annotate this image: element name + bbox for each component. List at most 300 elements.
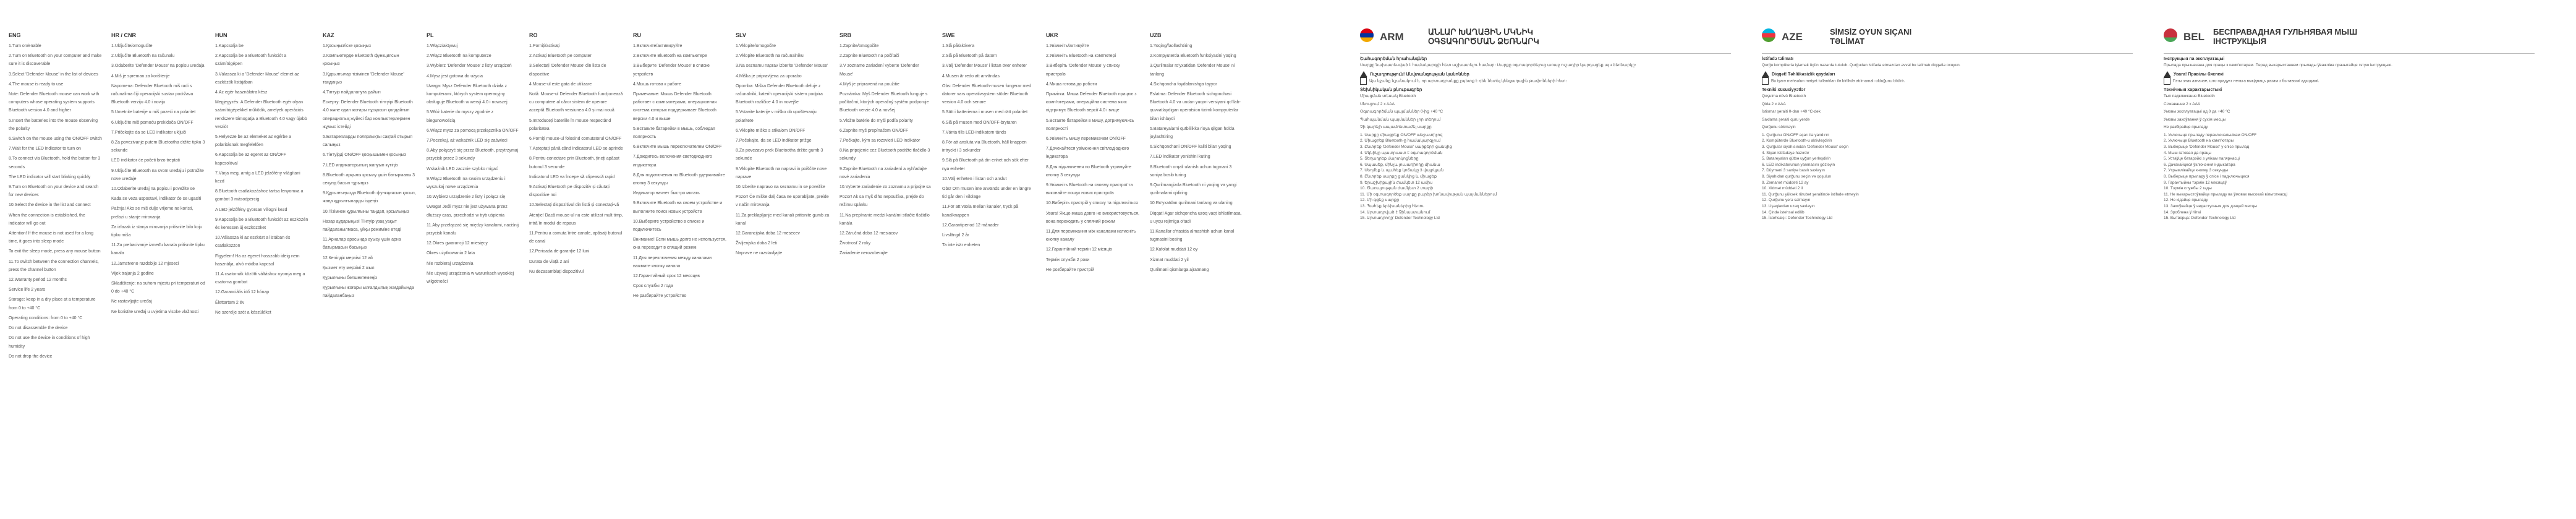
instruction-text: 4.Miška je pripravljena za uporabo xyxy=(736,74,802,79)
instruction-text: 6.Vklopite miško s stikalom ON/OFF xyxy=(736,128,806,133)
instruction-text: Obs: Defender Bluetooth-musen fungerar med datorer vars operativsystem stöder Bluetooth version 4.0 och senare xyxy=(942,84,1031,105)
instruction-text: 9.Включите Bluetooth на своем устройстве и выполните поиск новых устройств xyxy=(633,201,723,214)
list-item: 3. Qurğular siyahısından 'Defender Mouse' seçin xyxy=(1762,145,1849,150)
crossed-bin-icon xyxy=(2164,77,2170,85)
section-paragraph: İstismar şəraiti 0-dan +40 °C-dək xyxy=(1762,109,1821,114)
instruction-text: Ta inte isär enheten xyxy=(942,243,980,248)
section-paragraph: Չի կարելի ապամոնտաժել սարքը xyxy=(1360,125,1432,130)
flag-icon xyxy=(1360,28,1374,42)
instruction-text: Attention! If the mouse is not used for a long time, it goes into sleep mode xyxy=(9,231,93,244)
instruction-text: 3.Select 'Defender Mouse' in the list of devices xyxy=(9,72,98,77)
instruction-text: 5.Introduceți bateriile în mouse respectând polaritatea xyxy=(529,118,611,131)
instruction-text: 1.Yoqing/faollashtiring xyxy=(1150,44,1192,48)
instruction-text: 7.Várja meg, amíg a LED jelzőfény világítani kezd xyxy=(215,171,300,184)
instruction-text: 8.Za povezivanje putem Bluetootha držite tipku 3 sekunde xyxy=(111,140,205,153)
section-heading-row xyxy=(1360,87,1731,93)
instruction-text: 10.Izberite napravo na seznamu in se povežite xyxy=(736,185,825,190)
instruction-text: Pažnja! Ako se miš dulje vrijeme ne koristi, prelazi u stanje mirovanja xyxy=(111,207,193,220)
instruction-text: 9.Құрылғыңызда Bluetooth функциясын қосып, жаңа құрылғыларды іздеңіз xyxy=(323,191,416,204)
manual-section-bel xyxy=(2164,25,2535,501)
instruction-text: 4.Мышь готова к работе xyxy=(633,82,682,87)
instruction-text: 6.Kapcsolja be az egeret az ON/OFF kapcsolóval xyxy=(215,153,286,166)
list-item: 9. Երաշխիքային ժամկետ 12 ամիս xyxy=(1360,180,1433,185)
instruction-text: 6.Sichqonchani ON/OFF kaliti bilan yoqing xyxy=(1150,145,1231,150)
instruction-text: 8.Pentru conectare prin Bluetooth, țineți apăsat butonul 3 secunde xyxy=(529,157,619,169)
list-item: 5. Տեղադրեք մարտկոցները xyxy=(1360,157,1419,161)
instruction-list xyxy=(2164,132,2535,221)
instruction-text: Примечание: Мышь Defender Bluetooth работает с компьютерами, операционная система которых поддерживает Bluetooth версии 4.0 и выше xyxy=(633,92,717,121)
instruction-text: 2.Компьютерде Bluetooth функциясын қосыңыз xyxy=(323,54,399,67)
language-column-hun xyxy=(215,32,309,502)
instruction-text: 12.Гарантійний термін 12 місяців xyxy=(1046,247,1112,252)
instruction-text: 7.Дочекайтеся увімкнення світлодіодного індикатора xyxy=(1046,147,1129,160)
instruction-text: 9.Slå på Bluetooth på din enhet och sök efter nya enheter xyxy=(942,158,1029,171)
section-title xyxy=(1830,27,1911,46)
instruction-text: 3.Na seznamu naprav izberite 'Defender Mouse' xyxy=(736,64,828,69)
instruction-text: 4.Миша готова до роботи xyxy=(1046,82,1097,87)
instruction-text: 3.Selectați 'Defender Mouse' din lista de dispozitive xyxy=(529,64,606,77)
section-heading: Ուշադրություն! Անվտանգության կանոններ xyxy=(1370,72,1469,77)
section-paragraph: Saxlama şəraiti quru yerdə xyxy=(1762,117,1810,122)
instruction-text: 12.Jamstveno razdoblje 12 mjeseci xyxy=(111,261,179,266)
instruction-text: 12.Garancijska doba 12 mesecev xyxy=(736,231,800,236)
instruction-text: 1.Slå på/aktivera xyxy=(942,44,975,48)
section-paragraph-row xyxy=(1762,77,2133,85)
instruction-text: Durata de viață 2 ani xyxy=(529,259,569,264)
language-column-ru xyxy=(633,32,727,502)
instruction-text: 8.Bluetooth csatlakozáshoz tartsa lenyomva a gombot 3 másodpercig xyxy=(215,189,304,202)
section-heading-row xyxy=(1360,56,1731,62)
section-paragraph-row xyxy=(2164,93,2535,100)
list-item: 9. Гарантыйны тэрмін 12 месяцаў xyxy=(2164,180,2227,185)
instruction-text: 12.Garantiperiod 12 månader xyxy=(942,223,999,228)
language-code: HUN xyxy=(215,32,227,38)
instruction-text: 12.Záručná doba 12 mesiacov xyxy=(840,231,898,236)
instruction-text: Diqqat! Agar sichqoncha uzoq vaqt ishlatilmasa, u uyqu rejimiga o'tadi xyxy=(1150,211,1242,224)
instruction-text: 5.Batareyalarni qutblilikka rioya qilgan holda joylashtiring xyxy=(1150,126,1235,140)
instruction-text: Napomena: Defender Bluetooth miš radi s računalima čiji operacijski sustav podržava Bluetooth verziju 4.0 i noviju xyxy=(111,84,193,105)
section-title-line: TƏLİMAT xyxy=(1830,36,1865,46)
list-item: 6. Սպասեք, մինչև լուսադիոդը միանա xyxy=(1360,162,1440,167)
instruction-text: Pozor! Ak sa myš dlho nepoužíva, prejde do režimu spánku xyxy=(840,195,924,208)
instruction-text: 7.Poczekaj, aż wskaźnik LED się zaświeci xyxy=(427,139,508,144)
section-title-line: ԱՆԼԱՐ ԽԱՂԱՅԻՆ ՄԿՆԻԿ xyxy=(1428,27,1533,36)
language-code: UKR xyxy=(1046,32,1058,38)
instruction-text: 5.Батареяларды полярлықты сақтай отырып салыңыз xyxy=(323,135,412,148)
list-item: 6. Дачакайцеся ўключэння індыкатара xyxy=(2164,162,2235,167)
instruction-text: 2.Увімкніть Bluetooth на комп'ютері xyxy=(1046,54,1116,59)
instruction-text: 3.Válassza ki a 'Defender Mouse' elemet az eszközök listájában xyxy=(215,72,299,85)
instruction-text: 4.Тінтуір пайдалануға дайын xyxy=(323,90,381,95)
instruction-text: Atenție! Dacă mouse-ul nu este utilizat mult timp, intră în modul de repaus xyxy=(529,213,623,226)
list-item: 7. Սեղմեք և պահեք կոճակը 3 վայրկյան xyxy=(1360,168,1444,173)
section-header xyxy=(1360,25,1731,54)
instruction-text: Životnosť 2 roky xyxy=(840,241,871,246)
instruction-text: 12.Warranty period 12 months xyxy=(9,278,67,283)
instruction-text: 5.Sätt i batterierna i musen med rätt polaritet xyxy=(942,110,1028,115)
section-paragraph-row xyxy=(2164,109,2535,115)
instruction-text: 8.Za povezavo prek Bluetootha držite gumb 3 sekunde xyxy=(736,148,823,161)
list-item: 8. Siyahıdan qurğunu seçin və qoşulun xyxy=(1762,174,1832,179)
section-paragraph-row xyxy=(1762,117,2133,123)
instruction-text: Uwaga: Mysz Defender Bluetooth działa z komputerami, których system operacyjny obsługuje Bluetooth w wersji 4.0 i nowszej xyxy=(427,84,508,105)
instruction-text: Do not drop the device xyxy=(9,354,53,359)
instruction-text: 11.Для переключения между каналами нажмите кнопку канала xyxy=(633,255,712,268)
instruction-text: 4.Az egér használatra kész xyxy=(215,90,268,95)
list-item: 2. Միացրեք Bluetooth-ը համակարգչում xyxy=(1360,139,1441,144)
language-column-hrcnr xyxy=(111,32,205,502)
instruction-text: 1.Vklopite/omogočite xyxy=(736,44,776,48)
language-column-uzb xyxy=(1150,32,1244,502)
crossed-bin-icon xyxy=(1762,77,1769,85)
language-column-eng xyxy=(9,32,103,502)
instruction-text: 6.Porniți mouse-ul folosind comutatorul ON/OFF xyxy=(529,137,622,142)
section-paragraph: Սարքը նախատեսված է համակարգչի հետ աշխատելու համար։ Սարքը օգտագործելուց առաջ ուշադիր կարդացեք այս ձեռնարկը։ xyxy=(1360,63,1636,67)
instruction-text: 9.Włącz Bluetooth na swoim urządzeniu i wyszukaj nowe urządzenia xyxy=(427,176,506,190)
section-title-line: ІНСТРУКЦЫЯ xyxy=(2213,36,2267,46)
instruction-text: 12.Okres gwarancji 12 miesięcy xyxy=(427,241,488,246)
list-item: 10. Тэрмін службы 2 гады xyxy=(2164,186,2212,191)
instruction-text: 3.Выберите 'Defender Mouse' в списке устройств xyxy=(633,64,710,77)
list-item: 15. İstehsalçı: Defender Technology Ltd xyxy=(1762,216,1833,221)
instruction-text: Назар аударыңыз! Тінтуір ұзақ уақыт пайдаланылмаса, ұйқы режиміне өтеді xyxy=(323,219,401,233)
instruction-text: 3.Құрылғылар тізімінен 'Defender Mouse' таңдаңыз xyxy=(323,72,404,85)
crossed-bin-icon xyxy=(1360,77,1367,85)
instruction-text: 4.The mouse is ready to use xyxy=(9,82,64,87)
section-paragraph-row xyxy=(2164,77,2535,85)
instruction-text: Nu dezasamblați dispozitivul xyxy=(529,269,584,274)
instruction-text: 6.Включите мышь переключателем ON/OFF xyxy=(633,145,722,150)
section-heading: Տեխնիկական բնութագրեր xyxy=(1360,88,1422,93)
instruction-text: Obs! Om musen inte används under en längre tid går den i viloläge xyxy=(942,187,1031,200)
section-heading: Інструкцыя па эксплуатацыі xyxy=(2164,57,2225,61)
instruction-text: Qurilmani qismlarga ajratmang xyxy=(1150,267,1209,272)
section-paragraph: Сілкаванне 2 x AAA xyxy=(2164,101,2201,106)
list-item: 15. Вытворца: Defender Technology Ltd xyxy=(2164,216,2236,221)
instruction-text: 8.Bluetooth арқылы қосылу үшін батырманы 3 секунд басып тұрыңыз xyxy=(323,173,415,186)
language-code: BEL xyxy=(2183,31,2204,43)
section-paragraph: Qurğu kompüterlə işləmək üçün nəzərdə tutulub. Qurğudan istifadə etməzdən əvvəl bu təlimatı diqqətlə oxuyun. xyxy=(1762,63,1961,67)
language-column-slv xyxy=(736,32,830,502)
section-paragraph: Умовы захоўвання ў сухім месцы xyxy=(2164,117,2226,122)
instruction-text: 8.Na pripojenie cez Bluetooth podržte tlačidlo 3 sekundy xyxy=(840,148,930,161)
instruction-text: The LED indicator will start blinking quickly xyxy=(9,174,91,179)
instruction-text: 8.Для подключения по Bluetooth удерживайте кнопку 3 секунды xyxy=(633,173,725,186)
section-heading: Тэхнічныя характарыстыкі xyxy=(2164,88,2222,93)
list-item: 6. LED indikatorunun yanmasını gözləyin xyxy=(1762,162,1835,167)
list-item: 11. Не выкарыстоўвайце прыладу ва ўмовах высокай вільготнасці xyxy=(2164,192,2287,197)
instruction-text: 3.V zozname zariadení vyberte 'Defender Mouse' xyxy=(840,64,919,77)
instruction-text: Skladištenje: na suhom mjestu pri temperaturi od 0 do +40 °C xyxy=(111,281,205,294)
instruction-list xyxy=(1762,132,2133,221)
instruction-text: Naprave ne razstavljajte xyxy=(736,251,783,256)
instruction-text: 10.Vyberte zariadenie zo zoznamu a pripojte sa xyxy=(840,185,931,190)
instruction-text: Življenjska doba 2 leti xyxy=(736,241,777,246)
language-column-srb xyxy=(840,32,933,502)
manual-section-aze xyxy=(1762,25,2133,501)
instruction-text: 10.Выберите устройство в списке и подключитесь xyxy=(633,219,705,233)
language-code: PL xyxy=(427,32,434,38)
instruction-text: 10.Тізімнен құрылғыны таңдап, қосылыңыз xyxy=(323,209,409,214)
section-heading-row xyxy=(2164,87,2535,93)
instruction-text: 8.Bluetooth orqali ulanish uchun tugmani 3 soniya bosib turing xyxy=(1150,165,1232,178)
instruction-text: 6.Тінтуірді ON/OFF қосқышымен қосыңыз xyxy=(323,153,406,158)
instruction-text: Ne rastavljajte uređaj xyxy=(111,299,152,304)
instruction-text: 10.Select the device in the list and connect xyxy=(9,203,91,208)
section-paragraph-row xyxy=(1360,62,1731,69)
instruction-text: Не розбирайте пристрій xyxy=(1046,267,1094,272)
section-header xyxy=(2164,25,2535,54)
instruction-text: Indicatorul LED va începe să clipească rapid xyxy=(529,174,615,179)
instruction-text: 2.Kompyuterda Bluetooth funksiyasini yoqing xyxy=(1150,54,1236,59)
section-paragraph-row xyxy=(1360,77,1731,85)
instruction-text: 11.Kanallar o'rtasida almashish uchun kanal tugmasini bosing xyxy=(1150,229,1235,242)
instruction-text: 2.Zapnite Bluetooth na počítači xyxy=(840,54,899,59)
instruction-text: Zariadenie nerozoberajte xyxy=(840,251,888,256)
instruction-text: Индикатор начнет быстро мигать xyxy=(633,191,700,196)
language-code: RU xyxy=(633,32,641,38)
instruction-text: 7.Wait for the LED indicator to turn on xyxy=(9,147,81,152)
section-title-line: SİMSİZ OYUN SIÇANI xyxy=(1830,27,1912,36)
instruction-text: 10.Selectați dispozitivul din listă și conectați-vă xyxy=(529,203,619,208)
language-code: HR / CNR xyxy=(111,32,136,38)
section-heading-row xyxy=(1360,71,1731,78)
instruction-text: Élettartam 2 év xyxy=(215,300,245,305)
instruction-text: 7.Дождитесь включения светодиодного индикатора xyxy=(633,155,712,168)
instruction-text: 11.Na prepínanie medzi kanálmi stlačte tlačidlo kanála xyxy=(840,213,930,226)
list-item: 14. Արտադրված է Չինաստանում xyxy=(1360,210,1430,215)
list-item: 5. Batareyaları qütbə uyğun yerləşdirin xyxy=(1762,157,1831,161)
section-paragraph-row xyxy=(1360,117,1731,123)
instruction-text: 9.Kapcsolja be a Bluetooth funkciót az eszközén és keressen új eszközöket xyxy=(215,217,308,231)
language-code: RO xyxy=(529,32,538,38)
language-code: SRB xyxy=(840,32,852,38)
list-item: 13. Պահեք երեխաներից հեռու xyxy=(1360,204,1424,208)
section-paragraph: Օգտագործման պայմաններ 0-ից +40 °C xyxy=(1360,109,1443,114)
instruction-text: 12.Kafolat muddati 12 oy xyxy=(1150,247,1198,252)
instruction-text: 6.Włącz mysz za pomocą przełącznika ON/OFF xyxy=(427,128,519,133)
instruction-text: 6.Zapnite myš prepínačom ON/OFF xyxy=(840,128,909,133)
section-heading: Увага! Правілы бяспекі xyxy=(2174,72,2224,77)
instruction-text: 11.Za prebacivanje između kanala pritisnite tipku kanala xyxy=(111,243,205,256)
section-title-line: ՕԳՏԱԳՈՐԾՄԱՆ ՁԵՌՆԱՐԿ xyxy=(1428,36,1539,46)
instruction-text: 3.Qurilmalar ro'yxatidan 'Defender Mouse' ni tanlang xyxy=(1150,64,1235,77)
instruction-text: 11.För att växla mellan kanaler, tryck på kanalknappen xyxy=(942,205,1019,218)
instruction-text: Operating conditions: from 0 to +40 °C xyxy=(9,315,83,320)
section-paragraph: Սնուցում 2 x AAA xyxy=(1360,101,1395,106)
instruction-text: 7.Počkajte, kým sa rozsvieti LED indikátor xyxy=(840,139,920,144)
instruction-text: Figyelem! Ha az egeret hosszabb ideig nem használja, alvó módba kapcsol xyxy=(215,254,300,267)
instruction-text: 5.Helyezze be az elemeket az egérbe a polaritásnak megfelelően xyxy=(215,135,291,148)
list-item: 14. Зроблена ў Кітаі xyxy=(2164,210,2201,215)
instruction-text: Внимание! Если мышь долго не используется, она переходит в спящий режим xyxy=(633,238,726,251)
list-item: 5. Устаўце батарэйкі з улікам палярнасці xyxy=(2164,157,2240,161)
instruction-text: 4.Miš je spreman za korištenje xyxy=(111,74,170,79)
warning-icon xyxy=(1762,71,1769,77)
list-item: 7. Düyməni 3 saniyə basılı saxlayın xyxy=(1762,168,1825,173)
list-item: 10. Xidmət müddəti 2 il xyxy=(1762,186,1803,191)
instruction-text: 8.Aby połączyć się przez Bluetooth, przytrzymaj przycisk przez 3 sekundy xyxy=(427,148,519,161)
instruction-text: 3.Odaberite 'Defender Mouse' na popisu uređaja xyxy=(111,64,205,69)
instruction-text: 2.Włącz Bluetooth na komputerze xyxy=(427,54,491,59)
instruction-text: Увага! Якщо миша довго не використовується, вона переходить у сплячий режим xyxy=(1046,211,1139,224)
instruction-text: Za izlazak iz stanja mirovanja pritisnite bilo koju tipku miša xyxy=(111,225,203,238)
instruction-text: 1.Kapcsolja be xyxy=(215,44,244,48)
instruction-text: Opomba: Miška Defender Bluetooth deluje z računalniki, katerih operacijski sistem podpira Bluetooth različice 4.0 in novejše xyxy=(736,84,823,105)
flag-icon xyxy=(1762,28,1775,42)
instruction-text: Xizmat muddati 2 yil xyxy=(1150,257,1189,262)
instruction-text: 5.Insert the batteries into the mouse observing the polarity xyxy=(9,118,98,131)
instruction-text: 2.Slå på Bluetooth på datorn xyxy=(942,54,997,59)
instruction-text: Notă: Mouse-ul Defender Bluetooth funcționează cu computere al căror sistem de operare acceptă Bluetooth versiunea 4.0 și mai nouă xyxy=(529,92,623,113)
section-paragraph: Qoşulma növü Bluetooth xyxy=(1762,94,1806,99)
list-item: 3. Выберыце 'Defender Mouse' у спісе прылад xyxy=(2164,145,2250,150)
instruction-text: 3.Välj 'Defender Mouse' i listan över enheter xyxy=(942,64,1027,69)
instruction-text: Срок службы 2 года xyxy=(633,284,673,289)
instruction-text: 8.To connect via Bluetooth, hold the button for 3 seconds xyxy=(9,157,101,169)
instruction-text: 1.Turn on/enable xyxy=(9,44,41,48)
section-heading: Diqqət! Təhlükəsizlik qaydaları xyxy=(1772,72,1835,77)
instruction-text: 11.Za preklapljanje med kanali pritisnite gumb za kanal xyxy=(736,213,830,226)
instruction-text: Құрылғыны бөлшектемеңіз xyxy=(323,276,378,281)
instruction-text: A LED jelzőfény gyorsan villogni kezd xyxy=(215,207,287,212)
section-paragraph: Այս նշանը նշանակում է, որ արտադրանքը չպետք է դեն նետել կենցաղային թափոնների հետ։ xyxy=(1369,79,1567,84)
instruction-text: Service life 2 years xyxy=(9,288,46,293)
section-paragraph-row xyxy=(1360,124,1731,131)
list-item: 1. Qurğunu ON/OFF açarı ilə yandırın xyxy=(1762,132,1829,137)
section-paragraph: Qida 2 x AAA xyxy=(1762,101,1786,106)
section-paragraph: Тып падключэння Bluetooth xyxy=(2164,94,2215,99)
list-item: 7. Утрымлівайце кнопку 3 секунды xyxy=(2164,168,2229,173)
instruction-text: 2.Включите Bluetooth на компьютере xyxy=(633,54,707,59)
instruction-text: Ескерту: Defender Bluetooth тінтуірі Bluetooth 4.0 және одан жоғары нұсқасын қолдайтын операциялық жүйесі бар компьютерлермен жұмыс істейді xyxy=(323,100,413,129)
instruction-text: 2.Vklopite Bluetooth na računalniku xyxy=(736,54,804,59)
language-code: ENG xyxy=(9,32,21,38)
section-title xyxy=(1428,27,1539,46)
section-heading-row xyxy=(1762,71,2133,78)
instruction-text: LED indikator će početi brzo treptati xyxy=(111,158,180,163)
language-code: AZE xyxy=(1782,31,1803,43)
section-paragraph-row xyxy=(2164,101,2535,108)
instruction-text: 1.Zapnite/omogočite xyxy=(840,44,879,48)
instruction-text: 7.Vänta tills LED-indikatorn tänds xyxy=(942,130,1006,135)
instruction-text: 6.Slå på musen med ON/OFF-brytaren xyxy=(942,120,1017,125)
instruction-text: 2.Turn on Bluetooth on your computer and make sure it is discoverable xyxy=(9,54,102,67)
instruction-text: 1.Uključite/omogućite xyxy=(111,44,153,48)
section-paragraph-row xyxy=(1762,109,2133,115)
section-heading: Texniki xüsusiyyətlər xyxy=(1762,88,1806,93)
list-item: 4. Siçan istifadəyə hazırdır xyxy=(1762,150,1809,155)
instruction-text: 11.Арналар арасында ауысу үшін арна батырмасын басыңыз xyxy=(323,238,401,251)
instruction-text: Kada se veza uspostavi, indikator će se ugasiti xyxy=(111,197,202,202)
instruction-text: 5.Вставте батарейки в мишу, дотримуючись полярності xyxy=(1046,118,1134,131)
instruction-text: 7.LED индикаторының жануын күтіңіз xyxy=(323,163,398,168)
instruction-text: 10.Wybierz urządzenie z listy i połącz się xyxy=(427,195,506,200)
instruction-text: 9.Turn on Bluetooth on your device and search for new devices xyxy=(9,185,99,198)
instruction-text: Ne koristite uređaj u uvjetima visoke vlažnosti xyxy=(111,309,199,314)
instruction-text: 9.Vklopite Bluetooth na napravi in poiščite nove naprave xyxy=(736,166,827,179)
instruction-text: 7.Pričekajte da se LED indikator uključi xyxy=(111,130,187,135)
list-item: 12. Qurğunu yerə salmayın xyxy=(1762,198,1811,203)
instruction-text: Note: Defender Bluetooth mouse can work with computers whose operating system supports Bluetooth version 4.0 and higher xyxy=(9,92,100,113)
section-paragraph: Гэты знак азначае, што прадукт нельга выкідваць разам з бытавымі адходамі. xyxy=(2173,79,2319,84)
list-item: 9. Zəmanət müddəti 12 ay xyxy=(1762,180,1809,185)
list-item: 14. Çində istehsal edilib xyxy=(1762,210,1804,215)
list-item: 13. Uşaqlardan uzaq saxlayın xyxy=(1762,204,1815,208)
instruction-text: Do not disassemble the device xyxy=(9,326,68,331)
instruction-text: Okres użytkowania 2 lata xyxy=(427,251,475,256)
instruction-text: 7.Așteptați până când indicatorul LED se aprinde xyxy=(529,147,623,152)
section-heading: İstifadə təlimatı xyxy=(1762,57,1793,61)
instruction-text: 5.Vstavite baterije v miško ob upoštevanju polaritete xyxy=(736,110,817,123)
language-column-ro xyxy=(529,32,623,502)
instruction-text: 2.Kapcsolja be a Bluetooth funkciót a számítógépen xyxy=(215,54,287,67)
instruction-text: Do not use the device in conditions of high humidity xyxy=(9,336,90,349)
instruction-text: Eslatma: Defender Bluetooth sichqonchasi Bluetooth 4.0 va undan yuqori versiyani qo'llab-quvvatlaydigan operatsion tizimli kompyuterlar bilan ishlaydi xyxy=(1150,92,1241,121)
list-item: 11. Qurğunu yüksək rütubət şəraitində istifadə etməyin xyxy=(1762,192,1859,197)
list-item: 12. Не кідайце прыладу xyxy=(2164,198,2208,203)
instruction-text: Storage: keep in a dry place at a temperature from 0 to +40 °C xyxy=(9,298,96,311)
instruction-text: Vijek trajanja 2 godine xyxy=(111,271,154,276)
language-column-swe xyxy=(942,32,1036,502)
instruction-text: Nie rozbieraj urządzenia xyxy=(427,261,474,266)
language-code: ARM xyxy=(1380,31,1404,43)
section-title-line: БЕСПРАВАДНАЯ ГУЛЬНЯВАЯ МЫШ xyxy=(2213,27,2358,36)
section-paragraph: Bu işarə məhsulun məişət tullantıları ilə birlikdə atılmamalı olduğunu bildirir. xyxy=(1771,79,1905,84)
list-item: 4. Մկնիկը պատրաստ է օգտագործման xyxy=(1360,150,1443,155)
instruction-text: 12.Perioada de garanție 12 luni xyxy=(529,249,590,254)
instruction-text: 1.Porniți/activați xyxy=(529,44,560,48)
list-item: 3. Ընտրեք 'Defender Mouse' սարքերի ցանկից xyxy=(1360,145,1452,150)
section-paragraph: Միացման տեսակ Bluetooth xyxy=(1360,94,1416,99)
section-paragraph-row xyxy=(2164,62,2535,69)
list-item: 13. Захоўвайце ў недаступным для дзяцей месцы xyxy=(2164,204,2257,208)
instruction-text: 10.Välj enheten i listan och anslut xyxy=(942,176,1007,181)
instruction-text: 8.Для підключення по Bluetooth утримуйте кнопку 3 секунди xyxy=(1046,165,1132,178)
instruction-text: 2.Activați Bluetooth pe computer xyxy=(529,54,592,59)
list-item: 10. Ծառայության ժամկետ 2 տարի xyxy=(1360,186,1434,191)
section-paragraph-row xyxy=(1762,124,2133,131)
instruction-text: 10.Виберіть пристрій у списку та підключіться xyxy=(1046,201,1138,206)
section-heading: Շահագործման հրահանգներ xyxy=(1360,57,1427,61)
instruction-text: 12.Гарантийный срок 12 месяцев xyxy=(633,274,700,279)
instruction-text: Қызмет ету мерзімі 2 жыл xyxy=(323,265,375,270)
section-paragraph: Պահպանման պայմաններ չոր տեղում xyxy=(1360,117,1441,122)
instruction-text: 4.Sichqoncha foydalanishga tayyor xyxy=(1150,82,1217,87)
section-paragraph-row xyxy=(1762,101,2133,108)
instruction-text: 9.Увімкніть Bluetooth на своєму пристрої та виконайте пошук нових пристроїв xyxy=(1046,183,1133,196)
instruction-text: 6.Uključite miš pomoću prekidača ON/OFF xyxy=(111,120,193,125)
instruction-text: When the connection is established, the indicator will go out xyxy=(9,213,85,226)
instruction-text: Megjegyzés: A Defender Bluetooth egér olyan számítógépekkel működik, amelyek operációs rendszere támogatja a Bluetooth 4.0 vagy újabb verziót xyxy=(215,100,307,129)
instruction-text: 5.Umetnite baterije u miš pazeći na polaritet xyxy=(111,110,196,115)
instruction-text: To exit the sleep mode, press any mouse button xyxy=(9,249,101,254)
list-item: 4. Мыш гатовая да працы xyxy=(2164,150,2212,155)
instruction-text: 12.Кепілдік мерзімі 12 ай xyxy=(323,255,373,260)
flag-icon xyxy=(2164,28,2177,42)
instruction-text: 5.Włóż baterie do myszy zgodnie z biegunowością xyxy=(427,110,494,123)
language-code: SLV xyxy=(736,32,746,38)
list-item: 15. Արտադրողը՝ Defender Technology Ltd xyxy=(1360,216,1440,221)
instruction-text: 1.Увімкніть/активуйте xyxy=(1046,44,1089,48)
instruction-text: Poznámka: Myš Defender Bluetooth funguje s počítačmi, ktorých operačný systém podporuje Bluetooth verzie 4.0 a novšej xyxy=(840,92,929,113)
list-item: 2. Kompüterdə Bluetooth-u aktivləşdirin xyxy=(1762,139,1832,144)
warning-icon xyxy=(2164,71,2171,77)
section-paragraph-row xyxy=(2164,124,2535,131)
list-item: 11. Մի օգտագործեք սարքը բարձր խոնավության պայմաններում xyxy=(1360,192,1497,197)
language-code: SWE xyxy=(942,32,955,38)
list-item: 8. Ընտրեք սարքը ցանկից և միացեք xyxy=(1360,174,1437,179)
